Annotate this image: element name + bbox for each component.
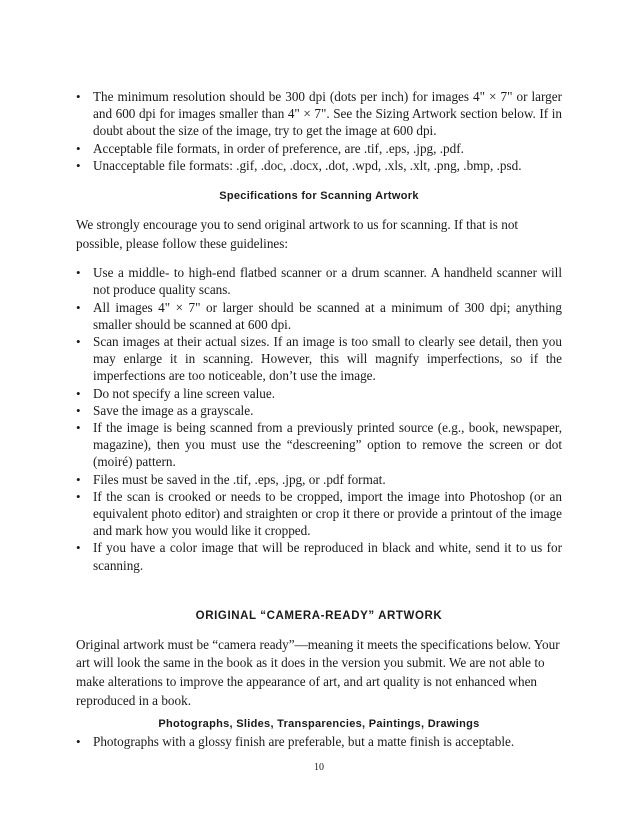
list-item: • Use a middle- to high-end flatbed scanner or a drum scanner. A handheld scanner will not produce quality scans.: [76, 264, 562, 298]
list-item: • Do not specify a line screen value.: [76, 385, 562, 402]
page-number: 10: [314, 762, 324, 773]
list-item: • Photographs with a glossy finish are preferable, but a matte finish is acceptable.: [76, 733, 562, 750]
list-item: • Scan images at their actual sizes. If an image is too small to clearly see detail, then you may enlarge it in scanning. However, this will magnify imperfections, so if the imperfections are too noticeable, don’t use the image.: [76, 333, 562, 385]
list-item: • Files must be saved in the .tif, .eps, .jpg, or .pdf format.: [76, 471, 562, 488]
list-item: • If the scan is crooked or needs to be cropped, import the image into Photoshop (or an equivalent photo editor) and straighten or crop it there or provide a printout of the image and mark how you would like it cropped.: [76, 488, 562, 540]
list-item: • If the image is being scanned from a previously printed source (e.g., book, newspaper, magazine), then you must use the “descreening” option to remove the screen or dot (moiré) pattern.: [76, 419, 562, 471]
list-item: • All images 4" × 7" or larger should be scanned at a minimum of 300 dpi; anything smaller should be scanned at 600 dpi.: [76, 299, 562, 333]
list-item: • If you have a color image that will be reproduced in black and white, send it to us for scanning.: [76, 539, 562, 573]
list-item: • The minimum resolution should be 300 dpi (dots per inch) for images 4" × 7" or larger and 600 dpi for images smaller than 4" × 7". See the Sizing Artwork section below. If in doubt about the size of the image, try to get the image at 600 dpi.: [76, 88, 562, 140]
scanning-guidelines-list: [76, 264, 562, 574]
scanning-section-heading: Specifications for Scanning Artwork: [219, 190, 419, 203]
scanning-intro-paragraph: We strongly encourage you to send original artwork to us for scanning. If that is not possible, please follow these guidelines:: [76, 217, 519, 251]
page-content: [76, 88, 562, 750]
original-artwork-paragraph: Original artwork must be “camera ready”—meaning it meets the specifications below. Your art will look the same in the book as it does in the version you submit. We are not able to make alterations to improve the appearance of art, and art quality is not enhanced when reproduced in a book.: [76, 636, 560, 708]
list-item: • Acceptable file formats, in order of preference, are .tif, .eps, .jpg, .pdf.: [76, 140, 562, 157]
original-artwork-heading: ORIGINAL “CAMERA-READY” ARTWORK: [195, 609, 443, 622]
list-item: • Save the image as a grayscale.: [76, 402, 562, 419]
photographs-bullet-list: [76, 733, 562, 750]
list-item: • Unacceptable file formats: .gif, .doc, .docx, .dot, .wpd, .xls, .xlt, .png, .bmp, .psd.: [76, 157, 562, 174]
photographs-subheading: Photographs, Slides, Transparencies, Paintings, Drawings: [158, 718, 480, 731]
resolution-bullet-list: [76, 88, 562, 174]
